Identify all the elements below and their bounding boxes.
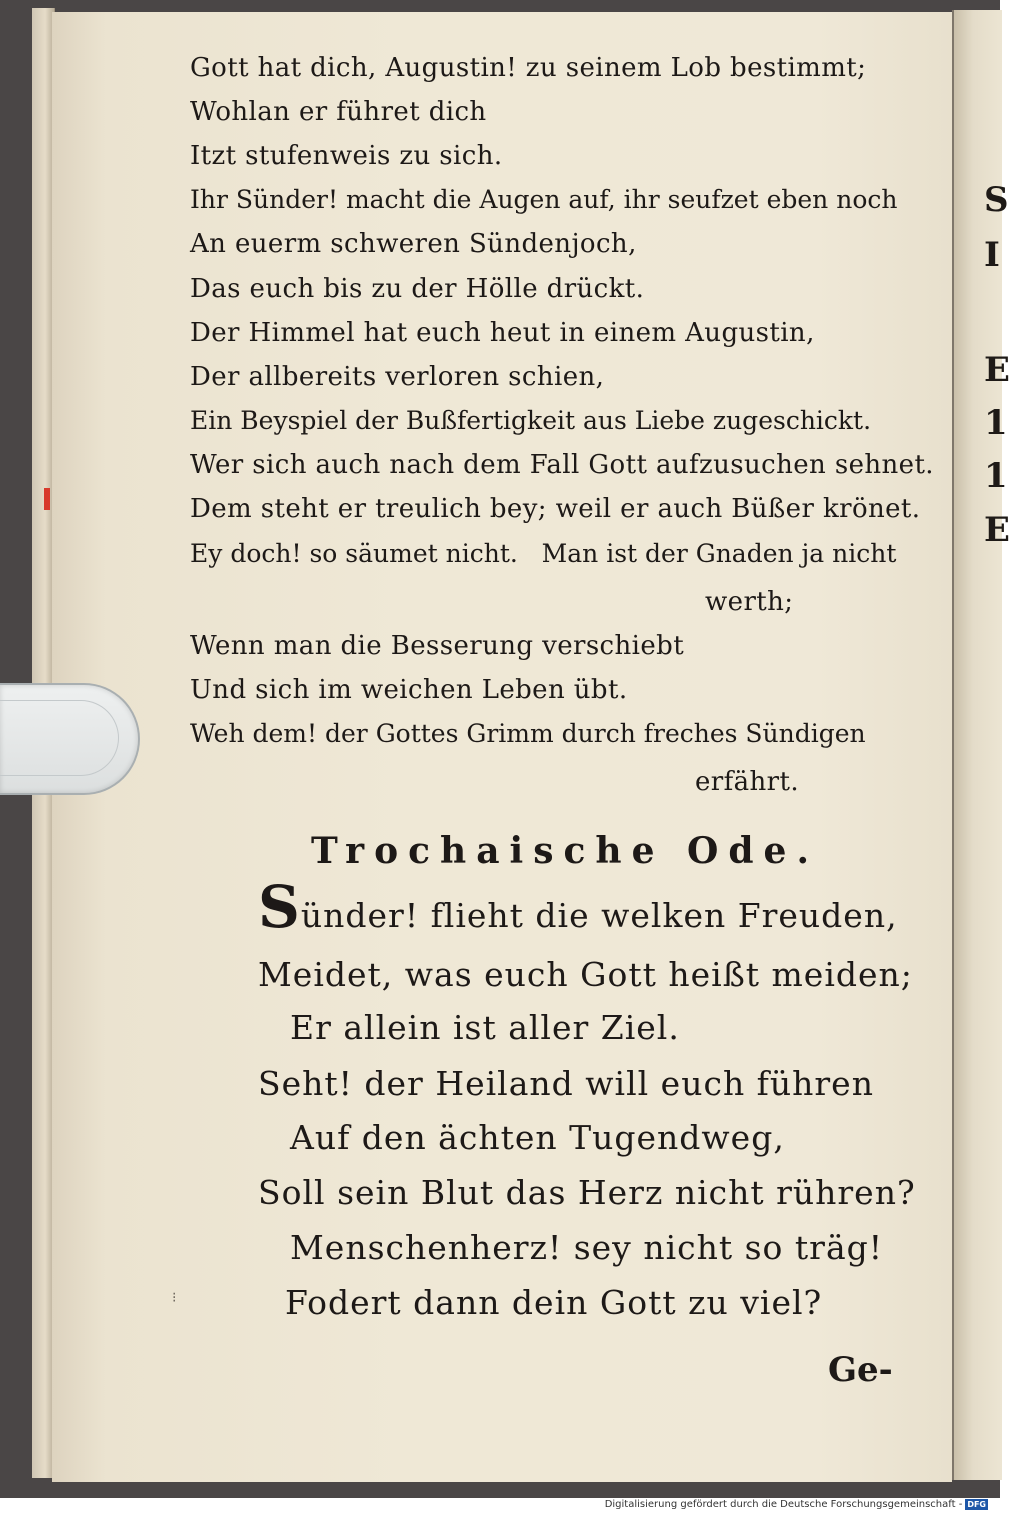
poem-line: Der allbereits verloren schien, [190,362,605,392]
facing-page-fragment: S [984,180,1009,220]
ink-specks: ⁝ [172,1290,177,1306]
poem-line: Wohlan er führet dich [190,97,487,127]
poem-line: Itzt stufenweis zu sich. [190,141,503,171]
facing-page-fragment: E [984,350,1010,390]
poem-line: Ein Beyspiel der Bußfertigkeit aus Liebe zugeschickt. [190,406,872,435]
catchword: Ge- [828,1350,893,1390]
ode-first-line [258,873,898,941]
poem-line: Gott hat dich, Augustin! zu seinem Lob bestimmt; [190,53,867,83]
facing-page-fragment: I [984,235,1000,275]
ode-line: Fodert dann dein Gott zu viel? [285,1283,823,1322]
facing-page-fragment: 1 [984,403,1008,443]
poem-line: Wenn man die Besserung verschiebt [190,631,685,661]
red-tab-marker [44,488,50,510]
poem-line: Wer sich auch nach dem Fall Gott aufzusuchen sehnet. [190,450,934,480]
ode-line: Auf den ächten Tugendweg, [290,1118,785,1157]
poem-line: Das euch bis zu der Hölle drückt. [190,274,645,304]
poem-line: Ihr Sünder! macht die Augen auf, ihr seufzet eben noch [190,185,898,214]
poem-line: Ey doch! so säumet nicht. Man ist der Gnaden ja nicht [190,539,897,568]
footer-text: Digitalisierung gefördert durch die Deutsche Forschungsgemeinschaft - [604,1499,963,1510]
poem-line: Der Himmel hat euch heut in einem Augustin, [190,318,815,348]
drop-cap: S [258,873,301,941]
poem-line: Weh dem! der Gottes Grimm durch freches Sündigen [190,719,866,748]
ode-line: Soll sein Blut das Herz nicht rühren? [258,1173,916,1212]
footer [605,1499,988,1510]
poem-line: Und sich im weichen Leben übt. [190,675,628,705]
poem-line: An euerm schweren Sündenjoch, [190,229,637,259]
poem-line: Dem steht er treulich bey; weil er auch Büßer krönet. [190,494,921,524]
facing-page-edge [952,10,1010,1480]
page-clip-highlight [0,700,119,776]
dfg-logo: DFG [967,1500,986,1509]
ode-first-line-text: ünder! flieht die welken Freuden, [300,896,898,935]
ode-line: Menschenherz! sey nicht so träg! [290,1228,883,1267]
poem-line-continuation: werth; [705,587,794,617]
ode-line: Meidet, was euch Gott heißt meiden; [258,955,913,994]
ode-line: Er allein ist aller Ziel. [290,1008,680,1047]
facing-page-fragment: 1 [984,456,1008,496]
ode-heading: Trochaische Ode. [310,830,819,872]
ode-line: Seht! der Heiland will euch führen [258,1064,874,1103]
facing-page-fragment: E [984,510,1010,550]
poem-line-continuation: erfährt. [695,767,800,797]
